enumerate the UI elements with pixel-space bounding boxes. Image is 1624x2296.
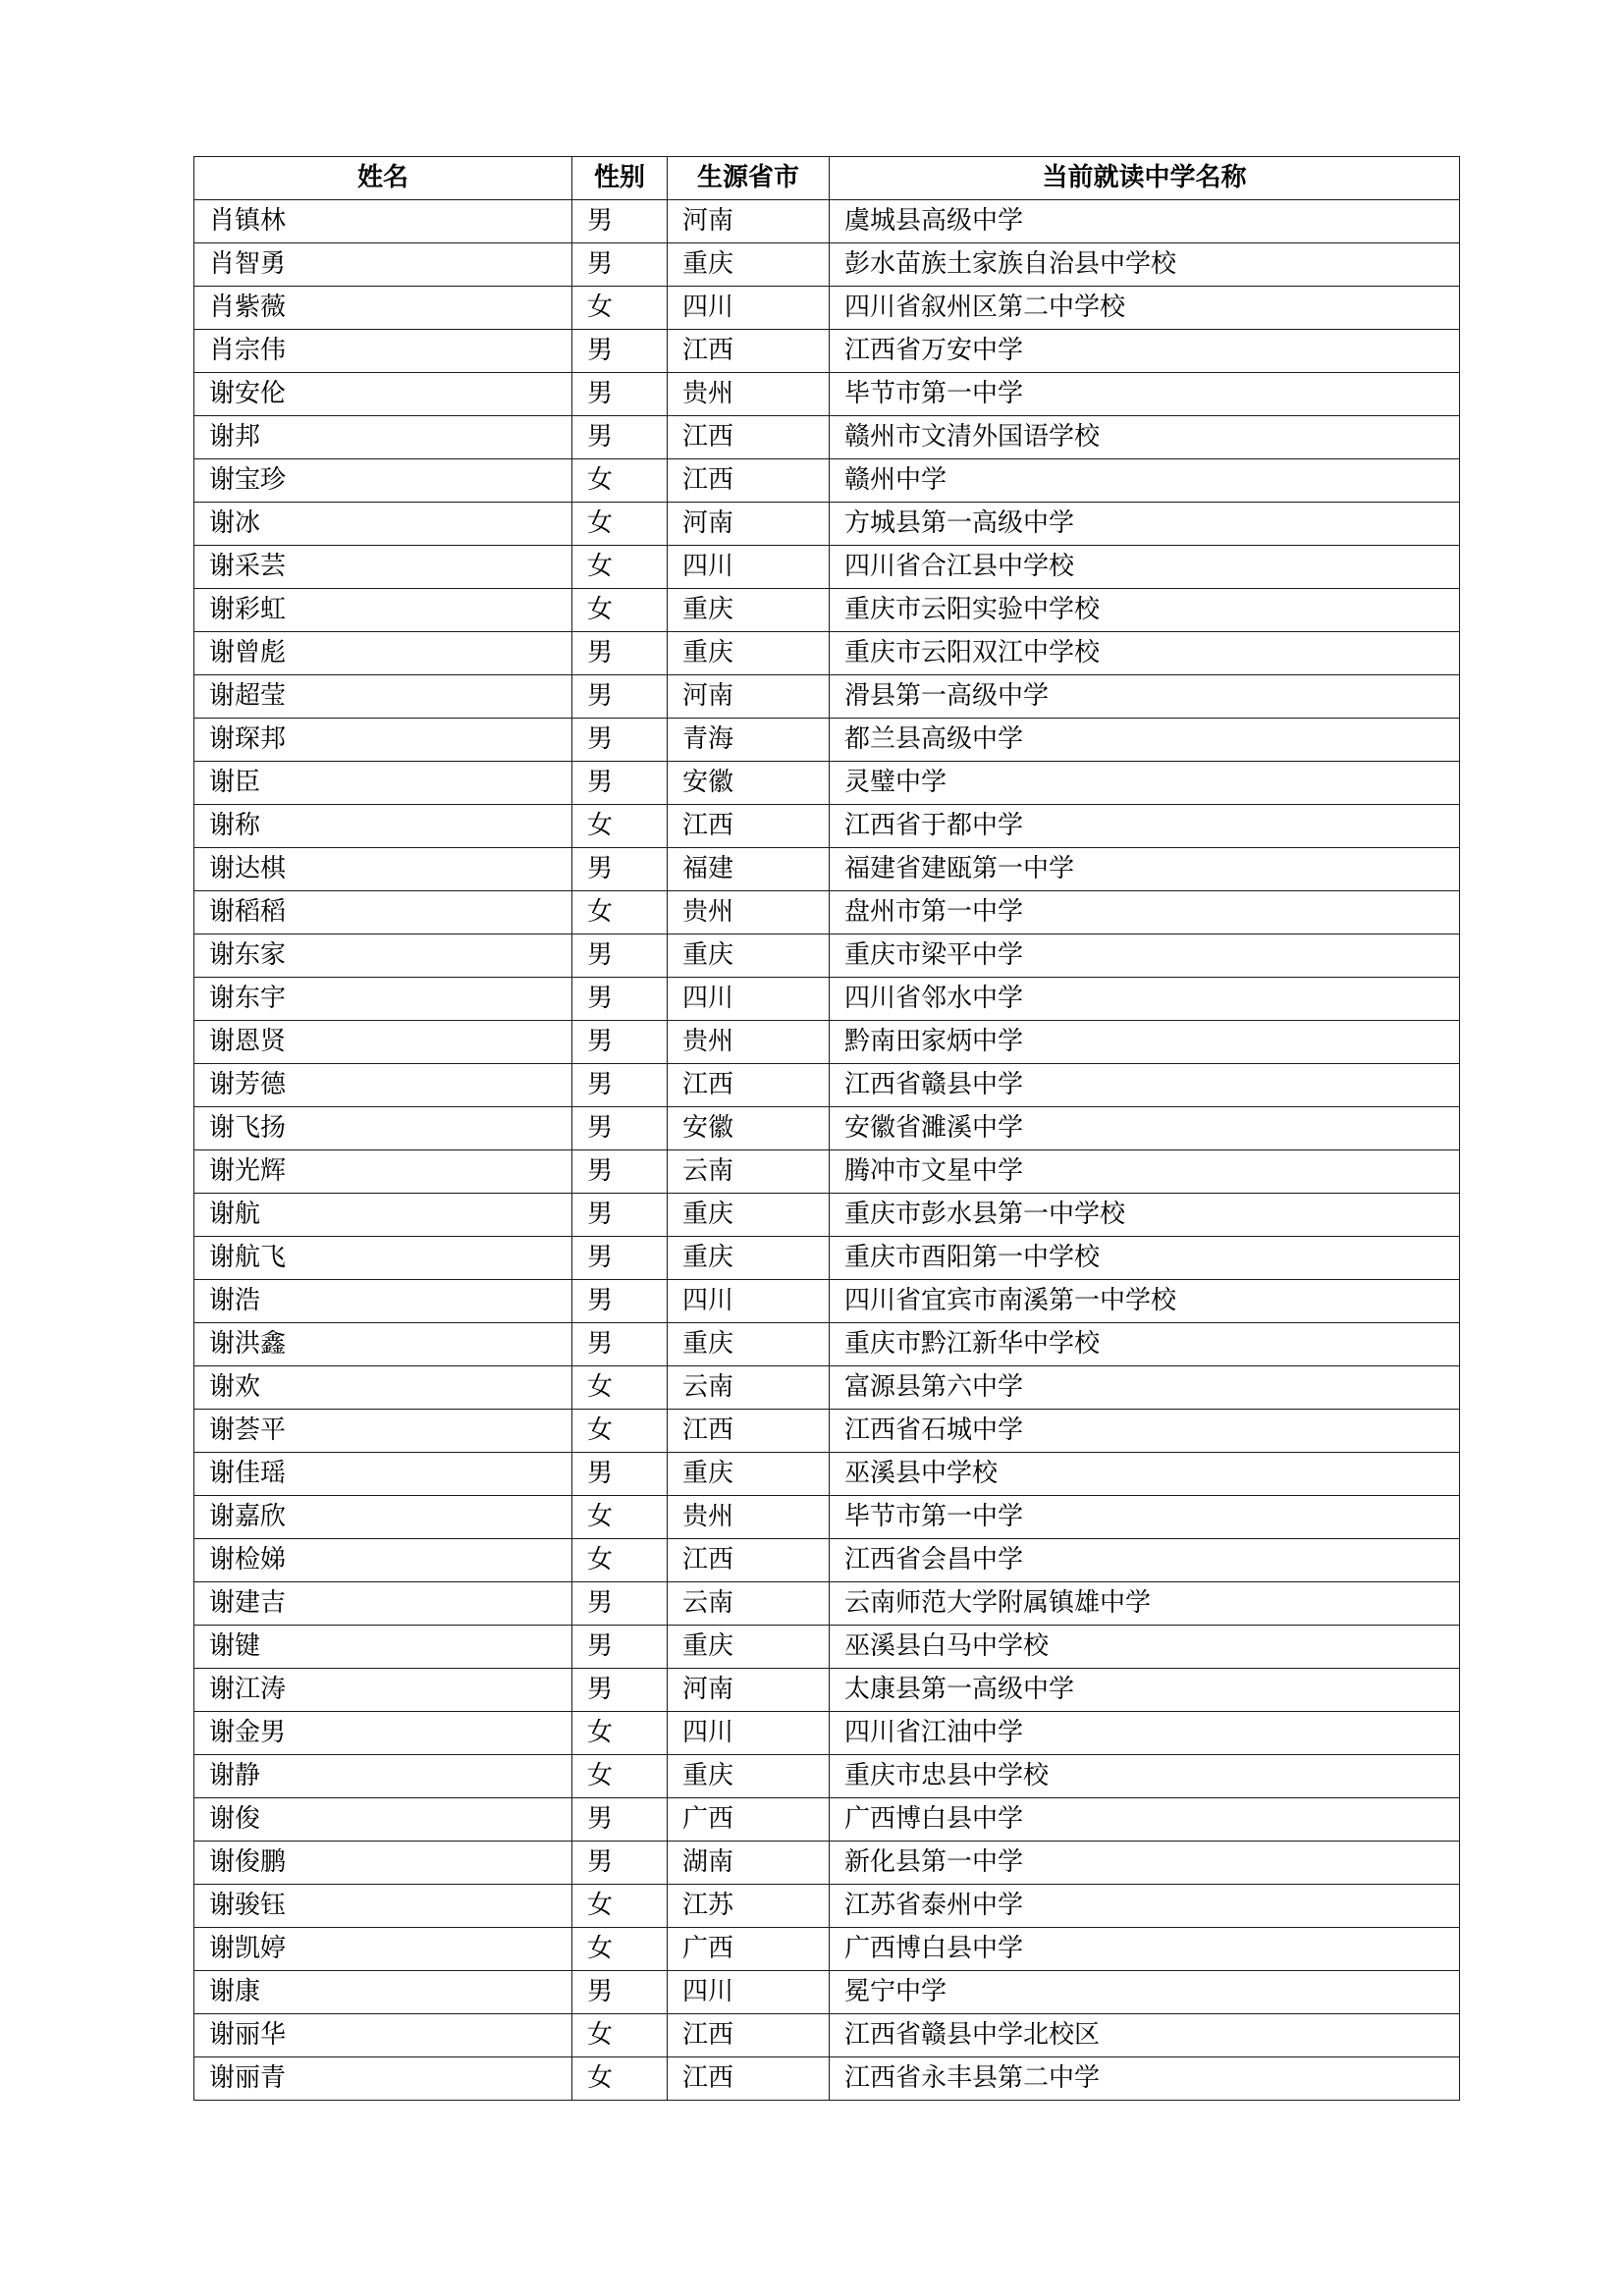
cell-school: 毕节市第一中学 <box>830 373 1460 416</box>
cell-name: 谢俊 <box>194 1798 572 1842</box>
table-row <box>194 1021 1460 1064</box>
table-row <box>194 632 1460 675</box>
header-province: 生源省市 <box>668 157 830 200</box>
cell-gender: 男 <box>572 1323 668 1366</box>
cell-name: 谢稻稻 <box>194 891 572 934</box>
cell-name: 谢芳德 <box>194 1064 572 1107</box>
cell-gender: 女 <box>572 1928 668 1971</box>
cell-school: 江西省会昌中学 <box>830 1539 1460 1582</box>
cell-school: 江西省石城中学 <box>830 1410 1460 1453</box>
table-row <box>194 1237 1460 1280</box>
cell-school: 赣州市文清外国语学校 <box>830 416 1460 459</box>
cell-name: 谢嘉欣 <box>194 1496 572 1539</box>
cell-gender: 男 <box>572 1280 668 1323</box>
cell-gender: 男 <box>572 1582 668 1626</box>
cell-name: 谢琛邦 <box>194 719 572 762</box>
cell-province: 重庆 <box>668 632 830 675</box>
cell-province: 重庆 <box>668 1755 830 1798</box>
cell-province: 重庆 <box>668 1626 830 1669</box>
cell-province: 河南 <box>668 675 830 719</box>
cell-gender: 女 <box>572 2014 668 2057</box>
table-row <box>194 459 1460 503</box>
cell-gender: 男 <box>572 1237 668 1280</box>
cell-province: 贵州 <box>668 373 830 416</box>
cell-name: 肖镇林 <box>194 200 572 243</box>
cell-province: 云南 <box>668 1366 830 1410</box>
table-row <box>194 416 1460 459</box>
cell-gender: 男 <box>572 243 668 287</box>
table-row <box>194 2014 1460 2057</box>
cell-school: 江西省于都中学 <box>830 805 1460 848</box>
cell-name: 谢检娣 <box>194 1539 572 1582</box>
cell-province: 江西 <box>668 805 830 848</box>
cell-gender: 男 <box>572 200 668 243</box>
table-row <box>194 719 1460 762</box>
cell-gender: 男 <box>572 373 668 416</box>
cell-name: 谢凯婷 <box>194 1928 572 1971</box>
cell-province: 贵州 <box>668 1021 830 1064</box>
table-row <box>194 1107 1460 1150</box>
table-row <box>194 200 1460 243</box>
table-row <box>194 1669 1460 1712</box>
cell-gender: 女 <box>572 546 668 589</box>
cell-name: 谢荟平 <box>194 1410 572 1453</box>
cell-name: 谢采芸 <box>194 546 572 589</box>
cell-gender: 女 <box>572 503 668 546</box>
table-row <box>194 503 1460 546</box>
cell-school: 江西省赣县中学北校区 <box>830 2014 1460 2057</box>
cell-province: 广西 <box>668 1798 830 1842</box>
table-row <box>194 243 1460 287</box>
cell-province: 江西 <box>668 330 830 373</box>
cell-province: 湖南 <box>668 1842 830 1885</box>
cell-province: 江西 <box>668 2057 830 2101</box>
cell-gender: 女 <box>572 1885 668 1928</box>
cell-province: 江西 <box>668 416 830 459</box>
cell-school: 太康县第一高级中学 <box>830 1669 1460 1712</box>
table-row <box>194 1453 1460 1496</box>
cell-gender: 女 <box>572 1410 668 1453</box>
cell-province: 重庆 <box>668 1237 830 1280</box>
cell-province: 云南 <box>668 1582 830 1626</box>
cell-name: 谢丽青 <box>194 2057 572 2101</box>
table-row <box>194 287 1460 330</box>
cell-school: 四川省邻水中学 <box>830 978 1460 1021</box>
cell-province: 江西 <box>668 459 830 503</box>
table-row <box>194 1194 1460 1237</box>
cell-gender: 男 <box>572 848 668 891</box>
cell-name: 谢航飞 <box>194 1237 572 1280</box>
cell-school: 重庆市云阳实验中学校 <box>830 589 1460 632</box>
cell-gender: 男 <box>572 1194 668 1237</box>
cell-province: 重庆 <box>668 1194 830 1237</box>
cell-name: 谢金男 <box>194 1712 572 1755</box>
cell-school: 彭水苗族土家族自治县中学校 <box>830 243 1460 287</box>
table-row <box>194 1842 1460 1885</box>
cell-province: 重庆 <box>668 1323 830 1366</box>
cell-gender: 女 <box>572 459 668 503</box>
cell-gender: 男 <box>572 762 668 805</box>
cell-province: 贵州 <box>668 1496 830 1539</box>
cell-province: 四川 <box>668 1712 830 1755</box>
cell-gender: 男 <box>572 1626 668 1669</box>
cell-gender: 女 <box>572 891 668 934</box>
cell-school: 重庆市忠县中学校 <box>830 1755 1460 1798</box>
cell-gender: 女 <box>572 1712 668 1755</box>
cell-school: 重庆市云阳双江中学校 <box>830 632 1460 675</box>
cell-name: 谢光辉 <box>194 1150 572 1194</box>
cell-gender: 女 <box>572 1496 668 1539</box>
cell-province: 云南 <box>668 1150 830 1194</box>
cell-school: 赣州中学 <box>830 459 1460 503</box>
table-row <box>194 978 1460 1021</box>
table-row <box>194 1798 1460 1842</box>
table-row <box>194 1626 1460 1669</box>
table-row <box>194 1971 1460 2014</box>
cell-school: 毕节市第一中学 <box>830 1496 1460 1539</box>
cell-name: 谢臣 <box>194 762 572 805</box>
cell-name: 肖紫薇 <box>194 287 572 330</box>
cell-gender: 女 <box>572 1539 668 1582</box>
cell-name: 谢静 <box>194 1755 572 1798</box>
cell-school: 四川省合江县中学校 <box>830 546 1460 589</box>
cell-gender: 女 <box>572 1366 668 1410</box>
cell-name: 谢安伦 <box>194 373 572 416</box>
table-row <box>194 589 1460 632</box>
table-row <box>194 1064 1460 1107</box>
cell-province: 江西 <box>668 1064 830 1107</box>
cell-province: 青海 <box>668 719 830 762</box>
cell-gender: 男 <box>572 978 668 1021</box>
cell-province: 贵州 <box>668 891 830 934</box>
cell-province: 江西 <box>668 2014 830 2057</box>
cell-province: 河南 <box>668 200 830 243</box>
cell-name: 谢俊鹏 <box>194 1842 572 1885</box>
table-row <box>194 1885 1460 1928</box>
cell-school: 广西博白县中学 <box>830 1928 1460 1971</box>
cell-school: 腾冲市文星中学 <box>830 1150 1460 1194</box>
cell-province: 四川 <box>668 978 830 1021</box>
cell-gender: 男 <box>572 1107 668 1150</box>
table-row <box>194 1496 1460 1539</box>
cell-gender: 男 <box>572 1064 668 1107</box>
cell-school: 巫溪县中学校 <box>830 1453 1460 1496</box>
cell-province: 安徽 <box>668 762 830 805</box>
cell-name: 谢曾彪 <box>194 632 572 675</box>
cell-province: 江西 <box>668 1410 830 1453</box>
cell-province: 四川 <box>668 546 830 589</box>
header-name: 姓名 <box>194 157 572 200</box>
cell-name: 谢丽华 <box>194 2014 572 2057</box>
cell-name: 谢称 <box>194 805 572 848</box>
cell-province: 重庆 <box>668 1453 830 1496</box>
student-list-table <box>193 156 1460 2101</box>
cell-name: 谢彩虹 <box>194 589 572 632</box>
cell-school: 滑县第一高级中学 <box>830 675 1460 719</box>
cell-school: 安徽省濉溪中学 <box>830 1107 1460 1150</box>
cell-province: 福建 <box>668 848 830 891</box>
cell-name: 谢欢 <box>194 1366 572 1410</box>
cell-school: 江西省赣县中学 <box>830 1064 1460 1107</box>
cell-name: 谢康 <box>194 1971 572 2014</box>
table-row <box>194 1150 1460 1194</box>
cell-gender: 男 <box>572 1021 668 1064</box>
table-row <box>194 934 1460 978</box>
cell-name: 肖智勇 <box>194 243 572 287</box>
cell-school: 江苏省泰州中学 <box>830 1885 1460 1928</box>
cell-gender: 女 <box>572 287 668 330</box>
cell-school: 江西省永丰县第二中学 <box>830 2057 1460 2101</box>
cell-school: 重庆市梁平中学 <box>830 934 1460 978</box>
table-row <box>194 1410 1460 1453</box>
cell-province: 四川 <box>668 1280 830 1323</box>
cell-gender: 女 <box>572 1755 668 1798</box>
cell-name: 谢航 <box>194 1194 572 1237</box>
cell-gender: 男 <box>572 934 668 978</box>
cell-province: 重庆 <box>668 934 830 978</box>
cell-province: 江西 <box>668 1539 830 1582</box>
table-row <box>194 891 1460 934</box>
cell-name: 谢恩贤 <box>194 1021 572 1064</box>
cell-school: 重庆市黔江新华中学校 <box>830 1323 1460 1366</box>
cell-name: 谢超莹 <box>194 675 572 719</box>
cell-gender: 男 <box>572 632 668 675</box>
table-row <box>194 1928 1460 1971</box>
cell-name: 谢东家 <box>194 934 572 978</box>
cell-school: 巫溪县白马中学校 <box>830 1626 1460 1669</box>
table-row <box>194 546 1460 589</box>
cell-gender: 男 <box>572 1453 668 1496</box>
header-school: 当前就读中学名称 <box>830 157 1460 200</box>
cell-school: 四川省宜宾市南溪第一中学校 <box>830 1280 1460 1323</box>
table-row <box>194 373 1460 416</box>
cell-gender: 男 <box>572 1669 668 1712</box>
cell-school: 方城县第一高级中学 <box>830 503 1460 546</box>
cell-name: 谢佳瑶 <box>194 1453 572 1496</box>
cell-gender: 女 <box>572 2057 668 2101</box>
table-row <box>194 848 1460 891</box>
cell-school: 重庆市彭水县第一中学校 <box>830 1194 1460 1237</box>
cell-school: 云南师范大学附属镇雄中学 <box>830 1582 1460 1626</box>
cell-gender: 男 <box>572 416 668 459</box>
cell-gender: 男 <box>572 1842 668 1885</box>
cell-province: 河南 <box>668 503 830 546</box>
table-row <box>194 805 1460 848</box>
table-body <box>194 200 1460 2101</box>
cell-school: 盘州市第一中学 <box>830 891 1460 934</box>
cell-school: 重庆市酉阳第一中学校 <box>830 1237 1460 1280</box>
cell-school: 四川省叙州区第二中学校 <box>830 287 1460 330</box>
table-row <box>194 762 1460 805</box>
cell-gender: 男 <box>572 1150 668 1194</box>
cell-gender: 男 <box>572 1971 668 2014</box>
cell-name: 谢建吉 <box>194 1582 572 1626</box>
cell-school: 广西博白县中学 <box>830 1798 1460 1842</box>
cell-province: 四川 <box>668 287 830 330</box>
cell-school: 四川省江油中学 <box>830 1712 1460 1755</box>
cell-name: 谢达棋 <box>194 848 572 891</box>
table-row <box>194 330 1460 373</box>
cell-school: 江西省万安中学 <box>830 330 1460 373</box>
table-header-row <box>194 157 1460 200</box>
cell-school: 都兰县高级中学 <box>830 719 1460 762</box>
cell-name: 肖宗伟 <box>194 330 572 373</box>
cell-name: 谢宝珍 <box>194 459 572 503</box>
cell-school: 冕宁中学 <box>830 1971 1460 2014</box>
table-row <box>194 1539 1460 1582</box>
cell-name: 谢冰 <box>194 503 572 546</box>
cell-school: 黔南田家炳中学 <box>830 1021 1460 1064</box>
cell-gender: 男 <box>572 675 668 719</box>
cell-school: 新化县第一中学 <box>830 1842 1460 1885</box>
table-row <box>194 1712 1460 1755</box>
cell-gender: 男 <box>572 330 668 373</box>
cell-gender: 男 <box>572 1798 668 1842</box>
cell-name: 谢键 <box>194 1626 572 1669</box>
cell-name: 谢东宇 <box>194 978 572 1021</box>
cell-gender: 女 <box>572 805 668 848</box>
cell-gender: 女 <box>572 589 668 632</box>
table-row <box>194 1755 1460 1798</box>
cell-name: 谢飞扬 <box>194 1107 572 1150</box>
header-gender: 性别 <box>572 157 668 200</box>
table-row <box>194 1280 1460 1323</box>
table-row <box>194 1582 1460 1626</box>
cell-school: 福建省建瓯第一中学 <box>830 848 1460 891</box>
cell-province: 广西 <box>668 1928 830 1971</box>
cell-school: 虞城县高级中学 <box>830 200 1460 243</box>
cell-gender: 男 <box>572 719 668 762</box>
cell-name: 谢骏钰 <box>194 1885 572 1928</box>
cell-name: 谢洪鑫 <box>194 1323 572 1366</box>
table-row <box>194 1366 1460 1410</box>
table-row <box>194 675 1460 719</box>
cell-name: 谢江涛 <box>194 1669 572 1712</box>
cell-name: 谢浩 <box>194 1280 572 1323</box>
table-row <box>194 1323 1460 1366</box>
cell-school: 富源县第六中学 <box>830 1366 1460 1410</box>
cell-school: 灵璧中学 <box>830 762 1460 805</box>
cell-province: 四川 <box>668 1971 830 2014</box>
cell-province: 安徽 <box>668 1107 830 1150</box>
table-row <box>194 2057 1460 2101</box>
cell-province: 河南 <box>668 1669 830 1712</box>
cell-province: 重庆 <box>668 589 830 632</box>
cell-province: 重庆 <box>668 243 830 287</box>
cell-province: 江苏 <box>668 1885 830 1928</box>
cell-name: 谢邦 <box>194 416 572 459</box>
